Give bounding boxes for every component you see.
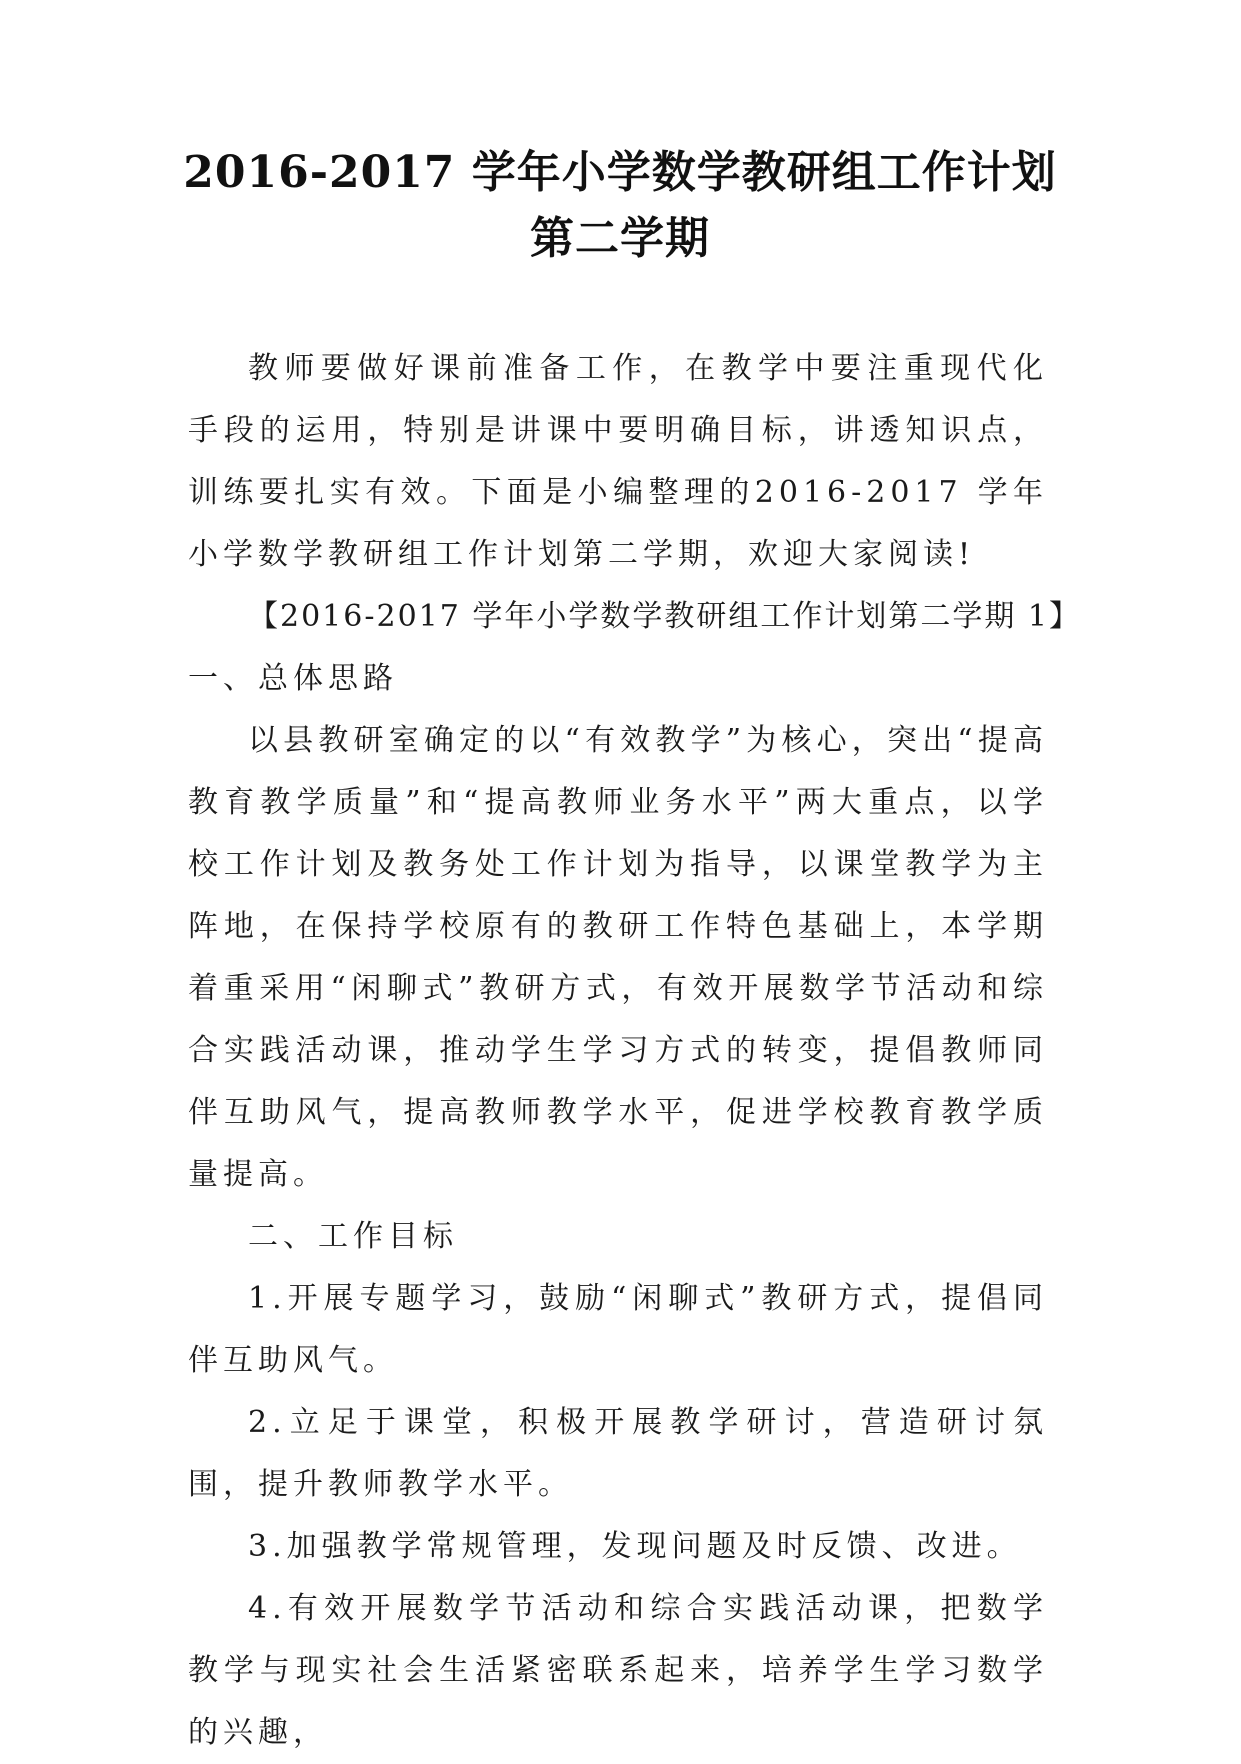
overall-approach-paragraph: 以县教研室确定的以“有效教学”为核心，突出“提高教育教学质量”和“提高教师业务水平”两大重点，以学校工作计划及教务处工作计划为指导，以课堂教学为主阵地，在保持学校原有的教研工作特色基础上，本学期着重采用“闲聊式”教研方式，有效开展数学节活动和综合实践活动课，推动学生学习方式的转变，提倡教师同伴互助风气，提高教师教学水平，促进学校教育教学质量提高。: [188, 723, 1048, 1192]
goal-item-1: 1.开展专题学习，鼓励“闲聊式”教研方式，提倡同伴互助风气。: [188, 1281, 1048, 1378]
document-body: [188, 338, 1081, 1764]
document-title: 2016-2017 学年小学数学教研组工作计划第二学期: [183, 147, 1057, 264]
goal-item-2: 2.立足于课堂，积极开展教学研讨，营造研讨氛围，提升教师教学水平。: [188, 1405, 1048, 1502]
section-header: 【2016-2017 学年小学数学教研组工作计划第二学期 1】: [248, 599, 1081, 634]
goal-item-4: 4.有效开展数学节活动和综合实践活动课，把数学教学与现实社会生活紧密联系起来，培养学生学习数学的兴趣，: [188, 1591, 1048, 1750]
goal-item-3: 3.加强教学常规管理，发现问题及时反馈、改进。: [248, 1529, 1022, 1564]
heading-work-goals: 二、工作目标: [248, 1219, 458, 1254]
heading-overall-approach: 一、总体思路: [188, 661, 398, 696]
intro-paragraph: 教师要做好课前准备工作，在教学中要注重现代化手段的运用，特别是讲课中要明确目标，讲透知识点，训练要扎实有效。下面是小编整理的2016-2017 学年小学数学教研组工作计划第二学期，欢迎大家阅读!: [188, 351, 1048, 572]
